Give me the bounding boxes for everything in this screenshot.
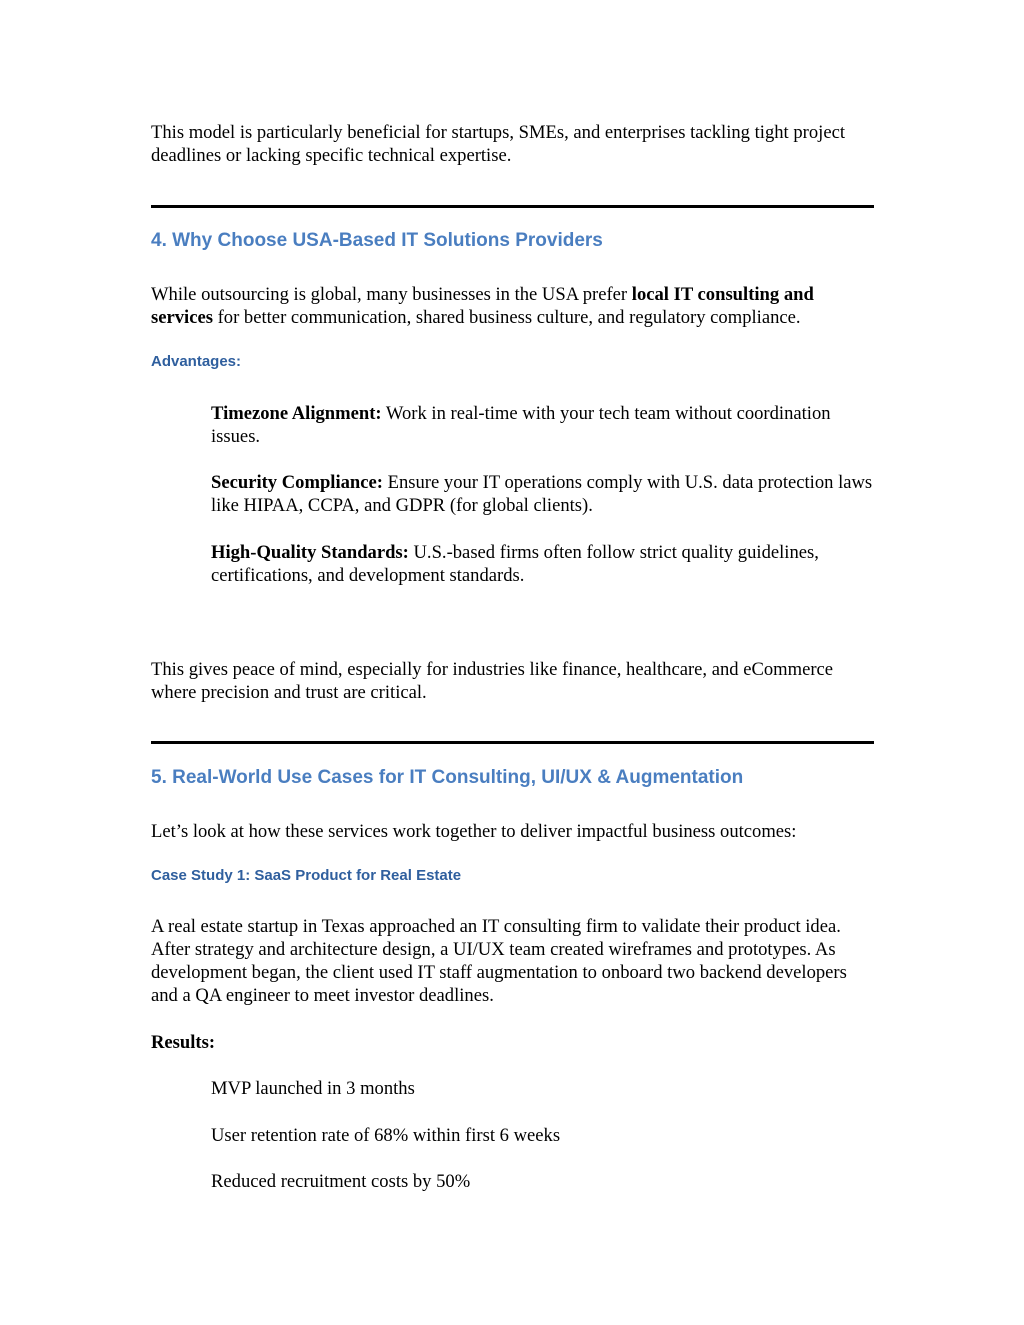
result-item: Reduced recruitment costs by 50% [211, 1171, 471, 1192]
section-5-intro: Let’s look at how these services work together to deliver impactful business outcomes: [151, 821, 797, 842]
case-study-heading: Case Study 1: SaaS Product for Real Estate [151, 867, 462, 884]
advantage-item [211, 402, 876, 448]
advantages-heading: Advantages: [151, 353, 242, 370]
results-label-text: Results: [151, 1032, 216, 1053]
section-divider [151, 741, 874, 744]
advantage-text: Work in real-time with your tech team without coordination issues. [211, 403, 831, 447]
section-4-paragraph-start: While outsourcing is global, many businesses in the USA prefer [151, 284, 632, 305]
section-4-paragraph-end: for better communication, shared business culture, and regulatory compliance. [212, 307, 801, 328]
case-study-paragraph: A real estate startup in Texas approached an IT consulting firm to validate their product idea. After strategy and architecture design, a UI/UX team created wireframes and prototypes. As development began, the client used IT staff augmentation to onboard two backend developers and a QA engineer to meet investor deadlines. [151, 916, 847, 1006]
advantage-label: Security Compliance: [211, 472, 383, 493]
section-4-heading: 4. Why Choose USA-Based IT Solutions Providers [151, 230, 603, 251]
result-item: User retention rate of 68% within first 6 weeks [211, 1125, 561, 1146]
intro-paragraph: This model is particularly beneficial for startups, SMEs, and enterprises tackling tight project deadlines or lacking specific technical expertise. [151, 122, 845, 166]
advantage-text: U.S.-based firms often follow strict quality guidelines, certifications, and development standards. [211, 542, 819, 586]
section-5-heading: 5. Real-World Use Cases for IT Consulting, UI/UX & Augmentation [151, 767, 744, 788]
advantage-item [211, 541, 876, 587]
section-4-paragraph [151, 283, 876, 329]
section-4-closing: This gives peace of mind, especially for industries like finance, healthcare, and eCommerce where precision and trust are critical. [151, 659, 834, 703]
result-item: MVP launched in 3 months [211, 1078, 415, 1099]
advantage-text: Ensure your IT operations comply with U.S. data protection laws like HIPAA, CCPA, and GDPR (for global clients). [211, 472, 873, 516]
advantage-label: Timezone Alignment: [211, 403, 382, 424]
section-divider [151, 205, 874, 208]
advantage-item [211, 471, 876, 517]
section-4-paragraph-bold: local IT consulting and services [151, 284, 814, 328]
advantage-label: High-Quality Standards: [211, 542, 409, 563]
results-label [151, 1031, 876, 1054]
